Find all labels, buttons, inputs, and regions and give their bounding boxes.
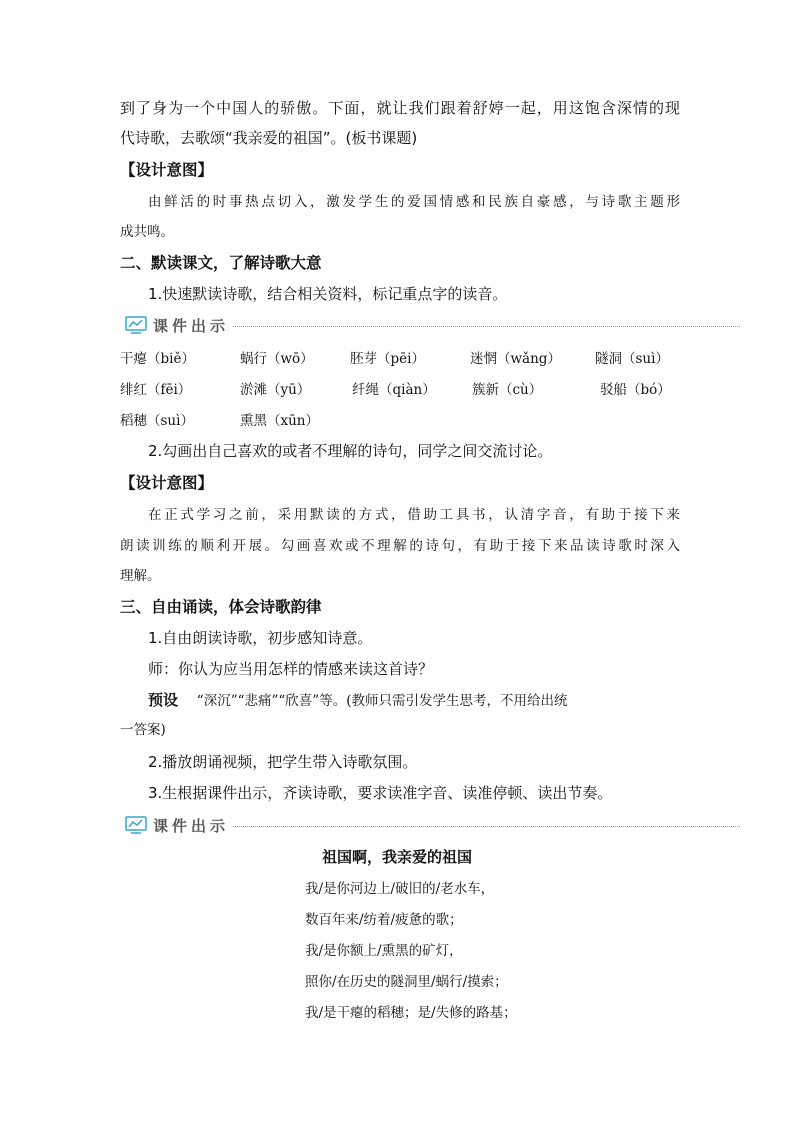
vocab-item: 稻穗（suì） [120, 413, 194, 429]
preset-text: “深沉”“悲痛”“欣喜”等。(教师只需引发学生思考，不用给出统 [196, 693, 568, 709]
vocab-row-1 [120, 347, 680, 367]
vocab-item: 淤滩（yū） [240, 382, 311, 398]
section-3-item-3: 3.生根据课件出示，齐读诗歌，要求读准字音、读准停顿、读出节奏。 [148, 784, 613, 802]
section-2-heading: 二、默读课文，了解诗歌大意 [120, 254, 322, 272]
preset-line [148, 690, 680, 711]
intro-line-1: 到了身为一个中国人的骄傲。下面，就让我们跟着舒婷一起，用这饱含深情的现 [120, 99, 680, 117]
section-2-item-2: 2.勾画出自己喜欢的或者不理解的诗句，同学之间交流讨论。 [148, 442, 553, 460]
poem-line: 我/是你额上/熏黑的矿灯， [305, 943, 463, 959]
design-intent-2-line-2: 朗读训练的顺利开展。勾画喜欢或不理解的诗句，有助于接下来品读诗歌时深入 [120, 538, 680, 554]
poem-line: 我/是干瘪的稻穗；是/失修的路基； [305, 1005, 517, 1021]
poem-line: 我/是你河边上/破旧的/老水车， [305, 881, 495, 897]
design-intent-1-line-1: 由鲜活的时事热点切入，激发学生的爱国情感和民族自豪感，与诗歌主题形 [148, 194, 680, 210]
section-3-item-1: 1.自由朗读诗歌，初步感知诗意。 [148, 629, 373, 647]
design-intent-2-line-3: 理解。 [120, 568, 161, 584]
vocab-item: 蜗行（wō） [240, 351, 314, 367]
section-3-heading: 三、自由诵读，体会诗歌韵律 [120, 598, 322, 616]
preset-line-2: 一答案) [120, 722, 166, 738]
design-intent-1-line-2: 成共鸣。 [120, 224, 174, 240]
poem-line: 照你/在历史的隧洞里/蜗行/摸索； [305, 974, 508, 990]
vocab-item: 隧洞（suì） [595, 351, 669, 367]
vocab-row-2 [120, 378, 680, 398]
courseware-banner-label-2: 课件出示 [153, 816, 230, 835]
poem-line: 数百年来/纺着/疲惫的歌； [305, 912, 463, 928]
vocab-item: 胚芽（pēi） [350, 351, 425, 367]
section-2-item-1: 1.快速默读诗歌，结合相关资料，标记重点字的读音。 [148, 285, 508, 303]
courseware-banner-1 [125, 314, 740, 336]
vocab-item: 驳船（bó） [600, 382, 671, 398]
courseware-banner-label-1: 课件出示 [153, 316, 230, 335]
vocab-item: 干瘪（biě） [120, 351, 195, 367]
section-3-item-2: 2.播放朗诵视频，把学生带入诗歌氛围。 [148, 753, 418, 771]
banner-divider-1 [233, 326, 740, 327]
banner-divider-2 [233, 826, 740, 827]
teacher-question: 师：你认为应当用怎样的情感来读这首诗？ [148, 660, 434, 678]
vocab-item: 绯红（fēi） [120, 382, 192, 398]
vocab-item: 簇新（cù） [472, 382, 543, 398]
preset-label: 预设 [148, 691, 179, 709]
slideshow-icon [125, 316, 147, 334]
intro-line-2: 代诗歌，去歌颂“我亲爱的祖国”。(板书课题) [120, 129, 418, 147]
poem-title: 祖国啊，我亲爱的祖国 [321, 848, 472, 866]
vocab-row-3 [120, 409, 680, 429]
design-intent-heading-1: 【设计意图】 [120, 161, 214, 179]
vocab-item: 迷惘（wǎng） [470, 351, 561, 367]
slideshow-icon [125, 816, 147, 834]
vocab-item: 熏黑（xūn） [240, 413, 320, 429]
design-intent-heading-2: 【设计意图】 [120, 474, 214, 492]
courseware-banner-2 [125, 814, 740, 836]
vocab-item: 纤绳（qiàn） [352, 382, 436, 398]
design-intent-2-line-1: 在正式学习之前，采用默读的方式，借助工具书，认清字音，有助于接下来 [148, 507, 680, 523]
